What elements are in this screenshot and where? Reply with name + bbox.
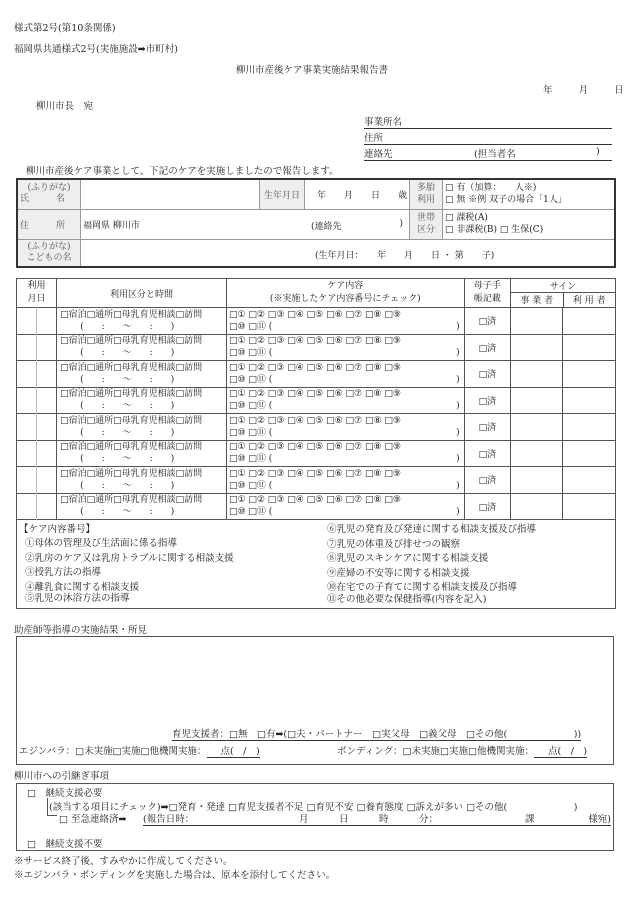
- care-content-cell: [226, 308, 464, 335]
- report-minute: 分：: [419, 814, 439, 825]
- person-in-charge-close: ): [596, 146, 600, 157]
- sign-user-cell[interactable]: [563, 334, 616, 361]
- child-furigana-label: (ふりがな): [27, 241, 71, 252]
- usage-type-checkboxes[interactable]: □宿泊□通所□母乳育児相談□訪問: [60, 495, 203, 506]
- care-checkboxes-10-11[interactable]: □⑩ □⑪ (: [228, 427, 273, 438]
- usage-day-cell[interactable]: [37, 361, 57, 388]
- care-legend: [16, 519, 616, 609]
- header-handbook-2: 帳記載: [473, 294, 501, 304]
- date-month: 月: [578, 85, 589, 96]
- report-section: 課: [525, 814, 535, 825]
- sign-user-cell[interactable]: [563, 440, 616, 467]
- header-sign-label: サイン: [511, 279, 615, 293]
- usage-time-field[interactable]: ( : 〜 : ): [80, 401, 175, 412]
- usage-type-cell: [57, 467, 227, 494]
- header-handbook-1: 母子手: [473, 281, 501, 291]
- multiple-birth-label-1: 多胎: [416, 183, 435, 194]
- usage-type-cell: [57, 308, 227, 335]
- usage-day-cell[interactable]: [37, 440, 57, 467]
- handbook-recorded-checkbox[interactable]: □済: [464, 334, 510, 361]
- urgent-contact-checkbox[interactable]: □ 至急連絡済➡: [59, 814, 127, 825]
- care-checkboxes-1-9[interactable]: □① □② □③ □④ □⑤ □⑥ □⑦ □⑧ □⑨: [228, 468, 401, 479]
- report-recipient: 様宛): [588, 814, 611, 825]
- care-content-cell: [226, 467, 464, 494]
- care-legend-item: ①母体の管理及び生活面に係る指導: [25, 538, 178, 549]
- usage-type-cell: [57, 440, 227, 467]
- usage-month-cell[interactable]: [17, 334, 37, 361]
- report-day: 日: [339, 814, 349, 825]
- handbook-recorded-checkbox[interactable]: □済: [464, 493, 510, 520]
- sign-provider-cell[interactable]: [510, 440, 562, 467]
- bonding-row: [337, 743, 587, 757]
- name-label: 氏 名: [20, 194, 66, 205]
- household-label-1: 世帯: [416, 213, 435, 223]
- sign-provider-cell[interactable]: [510, 361, 562, 388]
- sign-user-cell[interactable]: [563, 467, 616, 494]
- continue-support-not-needed-checkbox[interactable]: □ 継続支援不要: [27, 839, 103, 850]
- sign-user-cell[interactable]: [563, 414, 616, 441]
- nontaxable-welfare-checkbox[interactable]: □ 非課税(B) □ 生保(C): [445, 225, 544, 235]
- care-other-close: ): [456, 321, 460, 332]
- usage-type-cell: [57, 361, 227, 388]
- handbook-recorded-checkbox[interactable]: □済: [464, 387, 510, 414]
- office-name-field[interactable]: [364, 114, 612, 129]
- date-day: 日: [614, 85, 624, 96]
- multiple-birth-options: [443, 179, 616, 209]
- child-name-label: こどもの名: [26, 252, 72, 263]
- multiple-birth-yes-checkbox[interactable]: □ 有（加算： 人※): [445, 183, 537, 194]
- name-label-cell: [17, 179, 81, 209]
- care-checkboxes-10-11[interactable]: □⑩ □⑪ (: [228, 480, 273, 491]
- care-other-close: ): [456, 454, 460, 465]
- household-label-2: 区分: [416, 225, 435, 235]
- care-legend-item: ③授乳方法の指導: [25, 567, 102, 578]
- care-legend-item: ⑪その他必要な保健指導(内容を記入): [327, 593, 487, 605]
- client-contact-label: (連絡先: [311, 221, 342, 232]
- care-checkboxes-1-9[interactable]: □① □② □③ □④ □⑤ □⑥ □⑦ □⑧ □⑨: [228, 336, 401, 347]
- header-type: 利用区分と時間: [57, 279, 227, 308]
- care-other-close: ): [456, 427, 460, 438]
- sign-user-cell[interactable]: [563, 493, 616, 520]
- findings-box[interactable]: [16, 636, 614, 765]
- name-field[interactable]: [81, 179, 260, 209]
- client-info-table: [16, 178, 616, 268]
- header-date-1: 利用: [27, 281, 46, 291]
- office-contact-field[interactable]: [364, 146, 612, 161]
- care-checkboxes-10-11[interactable]: □⑩ □⑪ (: [228, 454, 273, 465]
- tree-connector-branch: [47, 815, 57, 816]
- care-checkboxes-10-11[interactable]: □⑩ □⑪ (: [228, 507, 273, 518]
- header-handbook: [464, 279, 510, 308]
- care-legend-item: ⑩在宅での子育てに関する相談支援及び指導: [327, 582, 518, 593]
- household-label: [410, 209, 443, 239]
- sign-user-cell[interactable]: [563, 361, 616, 388]
- usage-time-field[interactable]: ( : 〜 : ): [80, 321, 175, 332]
- child-name-label-cell: [17, 239, 81, 267]
- urgent-contact-row: [59, 811, 126, 825]
- office-address-label: 住所: [364, 133, 384, 144]
- care-checkboxes-1-9[interactable]: □① □② □③ □④ □⑤ □⑥ □⑦ □⑧ □⑨: [228, 495, 401, 506]
- care-other-close: ): [456, 507, 460, 518]
- sign-provider-cell[interactable]: [510, 467, 562, 494]
- usage-day-cell[interactable]: [37, 308, 57, 335]
- usage-time-field[interactable]: ( : 〜 : ): [80, 348, 175, 359]
- taxable-checkbox[interactable]: □ 課税(A): [445, 213, 488, 223]
- person-in-charge-label: (担当者名: [474, 149, 516, 160]
- care-checkboxes-1-9[interactable]: □① □② □③ □④ □⑤ □⑥ □⑦ □⑧ □⑨: [228, 442, 401, 453]
- usage-day-cell[interactable]: [37, 334, 57, 361]
- care-content-cell: [226, 493, 464, 520]
- care-legend-item: ⑧乳児のスキンケアに関する相談支援: [327, 553, 489, 564]
- childcare-supporter-options[interactable]: 育児支援者：□無 □有➡(□夫・パートナー □実父母 □義父母 □その他( )): [172, 726, 581, 741]
- address-label: 住 所: [17, 209, 81, 239]
- usage-type-cell: [57, 387, 227, 414]
- header-care-1: ケア内容: [327, 281, 364, 291]
- child-birth-info: (生年月日： 年 月 日 ・ 第 子): [315, 250, 495, 261]
- report-datetime-label: (報告日時：: [143, 814, 195, 825]
- care-content-cell: [226, 361, 464, 388]
- usage-type-checkboxes[interactable]: □宿泊□通所□母乳育児相談□訪問: [60, 442, 203, 453]
- office-contact-label: 連絡先: [364, 149, 393, 160]
- usage-day-cell[interactable]: [37, 493, 57, 520]
- care-content-cell: [226, 334, 464, 361]
- header-date: [17, 279, 57, 308]
- usage-type-checkboxes[interactable]: □宿泊□通所□母乳育児相談□訪問: [60, 336, 203, 347]
- report-hour: 時: [379, 814, 389, 825]
- handbook-recorded-checkbox[interactable]: □済: [464, 414, 510, 441]
- usage-month-cell[interactable]: [17, 440, 37, 467]
- continue-support-needed-checkbox[interactable]: □ 継続支援必要: [27, 788, 103, 799]
- usage-time-field[interactable]: ( : 〜 : ): [80, 374, 175, 385]
- care-checkboxes-1-9[interactable]: □① □② □③ □④ □⑤ □⑥ □⑦ □⑧ □⑨: [228, 415, 401, 426]
- usage-row: [17, 308, 616, 335]
- usage-day-cell[interactable]: [37, 467, 57, 494]
- usage-type-cell: [57, 493, 227, 520]
- common-form-label: 福岡県共通様式2号(実施施設➡市町村): [14, 44, 178, 55]
- usage-time-field[interactable]: ( : 〜 : ): [80, 454, 175, 465]
- care-checkboxes-1-9[interactable]: □① □② □③ □④ □⑤ □⑥ □⑦ □⑧ □⑨: [228, 309, 401, 320]
- usage-month-cell[interactable]: [17, 414, 37, 441]
- usage-type-checkboxes[interactable]: □宿泊□通所□母乳育児相談□訪問: [60, 468, 203, 479]
- usage-row: [17, 414, 616, 441]
- care-checkboxes-10-11[interactable]: □⑩ □⑪ (: [228, 401, 273, 412]
- care-other-close: ): [456, 348, 460, 359]
- usage-row: [17, 467, 616, 494]
- usage-month-cell[interactable]: [17, 493, 37, 520]
- usage-row: [17, 440, 616, 467]
- epds-score-field[interactable]: 点( / ): [207, 746, 260, 758]
- handbook-recorded-checkbox[interactable]: □済: [464, 308, 510, 335]
- usage-month-cell[interactable]: [17, 308, 37, 335]
- care-legend-item: ⑦乳児の体重及び排せつの観察: [327, 538, 461, 550]
- usage-time-field[interactable]: ( : 〜 : ): [80, 480, 175, 491]
- header-sign: [510, 279, 615, 308]
- care-content-cell: [226, 387, 464, 414]
- care-legend-item: ⑤乳児の沐浴方法の指導: [25, 593, 130, 604]
- usage-day-cell[interactable]: [37, 387, 57, 414]
- care-legend-title: 【ケア内容番号】: [19, 524, 96, 535]
- care-legend-item: ②乳房のケア又は乳房トラブルに関する相談支援: [25, 552, 234, 564]
- birth-field[interactable]: 年 月 日 歳: [305, 179, 410, 209]
- handbook-recorded-checkbox[interactable]: □済: [464, 467, 510, 494]
- office-name-label: 事業所名: [364, 117, 403, 128]
- epds-row: [19, 743, 260, 757]
- child-name-field[interactable]: [81, 239, 616, 267]
- header-date-2: 月日: [27, 294, 46, 304]
- usage-time-field[interactable]: ( : 〜 : ): [80, 427, 175, 438]
- sign-user-cell[interactable]: [563, 308, 616, 335]
- note-1: ※サービス終了後、すみやかに作成してください。: [14, 856, 233, 867]
- report-datetime-field[interactable]: [143, 811, 611, 826]
- bonding-score-field[interactable]: 点( / ): [534, 746, 587, 758]
- usage-month-cell[interactable]: [17, 387, 37, 414]
- usage-day-cell[interactable]: [37, 414, 57, 441]
- care-legend-item: ④離乳食に関する相談支援: [25, 581, 140, 593]
- page-title: 柳川市産後ケア事業実施結果報告書: [236, 65, 389, 76]
- care-checkboxes-1-9[interactable]: □① □② □③ □④ □⑤ □⑥ □⑦ □⑧ □⑨: [228, 362, 401, 373]
- handbook-recorded-checkbox[interactable]: □済: [464, 361, 510, 388]
- header-sign-user: 利 用 者: [572, 296, 606, 306]
- usage-row: [17, 387, 616, 414]
- usage-type-cell: [57, 414, 227, 441]
- handover-title: 柳川市への引継ぎ事項: [14, 771, 110, 782]
- addressee: 柳川市長 宛: [36, 101, 94, 112]
- handover-box: [16, 783, 614, 851]
- household-options: [443, 209, 616, 239]
- sign-user-cell[interactable]: [563, 387, 616, 414]
- multiple-birth-no-checkbox[interactable]: □ 無 ※例 双子の場合「1人」: [445, 195, 567, 206]
- care-checkboxes-1-9[interactable]: □① □② □③ □④ □⑤ □⑥ □⑦ □⑧ □⑨: [228, 389, 401, 400]
- multiple-birth-label-2: 利用: [416, 195, 435, 206]
- usage-table: [16, 278, 616, 520]
- care-other-close: ): [456, 374, 460, 385]
- header-care-2: (※実施したケア内容番号にチェック): [269, 294, 421, 304]
- sign-provider-cell[interactable]: [510, 334, 562, 361]
- report-month: 月: [299, 814, 309, 825]
- intro-text: 柳川市産後ケア事業として、下記のケアを実施しましたので報告します。: [26, 166, 339, 177]
- multiple-birth-label: [410, 179, 443, 209]
- birth-label: 生年月日: [260, 179, 305, 209]
- sign-provider-cell[interactable]: [510, 308, 562, 335]
- address-value: 福岡県 柳川市: [83, 220, 140, 231]
- care-legend-item: ⑥乳児の発育及び発達に関する相談支援及び指導: [327, 524, 537, 535]
- epds-options[interactable]: エジンバラ：□未実施□実施□他機関実施：: [19, 746, 207, 757]
- usage-type-checkboxes[interactable]: □宿泊□通所□母乳育児相談□訪問: [60, 415, 203, 426]
- usage-type-cell: [57, 334, 227, 361]
- usage-type-checkboxes[interactable]: □宿泊□通所□母乳育児相談□訪問: [60, 362, 203, 373]
- sign-provider-cell[interactable]: [510, 387, 562, 414]
- sign-provider-cell[interactable]: [510, 414, 562, 441]
- usage-type-checkboxes[interactable]: □宿泊□通所□母乳育児相談□訪問: [60, 389, 203, 400]
- findings-title: 助産師等指導の実施結果・所見: [14, 625, 148, 636]
- care-checkboxes-10-11[interactable]: □⑩ □⑪ (: [228, 374, 273, 385]
- report-date: [543, 82, 624, 96]
- form-number: 様式第2号(第10条関係): [14, 23, 116, 34]
- care-other-close: ): [456, 480, 460, 491]
- header-care: [226, 279, 464, 308]
- usage-row: [17, 361, 616, 388]
- furigana-label: (ふりがな): [27, 183, 71, 194]
- care-checkboxes-10-11[interactable]: □⑩ □⑪ (: [228, 348, 273, 359]
- usage-row: [17, 493, 616, 520]
- care-content-cell: [226, 414, 464, 441]
- handbook-recorded-checkbox[interactable]: □済: [464, 440, 510, 467]
- usage-month-cell[interactable]: [17, 467, 37, 494]
- usage-time-field[interactable]: ( : 〜 : ): [80, 507, 175, 518]
- care-legend-item: ⑨産婦の不安等に関する相談支援: [327, 567, 470, 579]
- bonding-options[interactable]: ボンディング：□未実施□実施□他機関実施：: [337, 746, 534, 757]
- care-content-cell: [226, 440, 464, 467]
- header-sign-provider: 事 業 者: [511, 293, 564, 307]
- office-address-field[interactable]: [364, 130, 612, 145]
- date-year: 年: [543, 85, 553, 96]
- client-contact-close: ): [399, 218, 403, 229]
- care-checkboxes-10-11[interactable]: □⑩ □⑪ (: [228, 321, 273, 332]
- note-2: ※エジンバラ・ボンディングを実施した場合は、原本を添付してください。: [14, 870, 336, 881]
- address-field[interactable]: [81, 209, 410, 239]
- usage-type-checkboxes[interactable]: □宿泊□通所□母乳育児相談□訪問: [60, 309, 203, 320]
- sign-provider-cell[interactable]: [510, 493, 562, 520]
- care-other-close: ): [456, 401, 460, 412]
- usage-row: [17, 334, 616, 361]
- concern-items-checkboxes[interactable]: (該当する項目にチェック)➡□発育・発達 □育児支援者不足 □育児不安 □養育態度 □訴えが多い □その他( ): [49, 802, 578, 813]
- usage-month-cell[interactable]: [17, 361, 37, 388]
